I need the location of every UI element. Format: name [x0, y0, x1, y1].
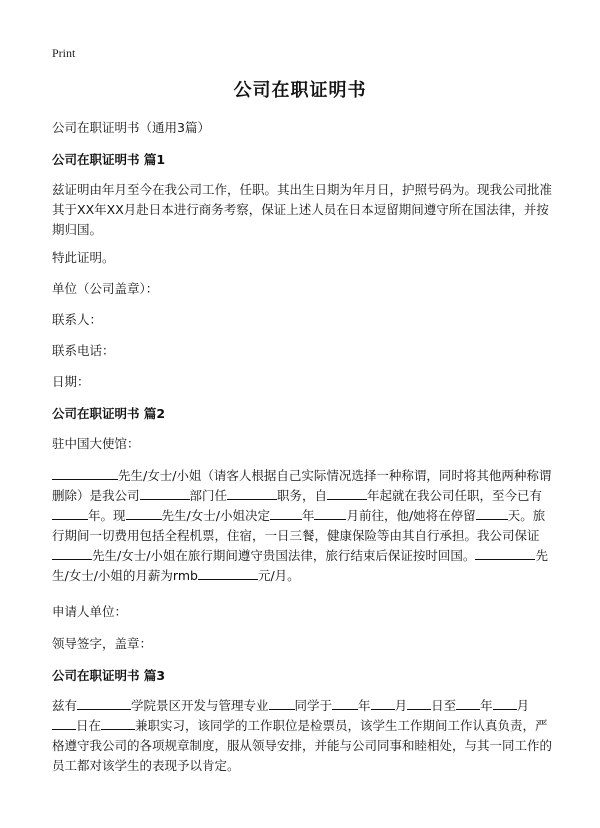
body-text: 月前往，他/她将在停留 [346, 508, 476, 523]
body-text: 年。现 [88, 508, 126, 523]
section-3-heading: 公司在职证明书 篇3 [52, 668, 166, 683]
section-1-line-1: 特此证明。 [52, 250, 115, 265]
blank-line [270, 507, 302, 520]
section-2-line-2: 领导签字，盖章： [52, 636, 153, 651]
blank-line [52, 717, 76, 730]
blank-line [371, 697, 395, 710]
blank-line [475, 547, 535, 560]
body-text: 日在 [76, 718, 102, 733]
blank-line [52, 547, 92, 560]
body-text: 年起就在我公司任职，至今已有 [367, 488, 543, 503]
document-title: 公司在职证明书 [233, 80, 367, 101]
section-1-heading: 公司在职证明书 篇1 [52, 152, 166, 167]
section-1-line-3: 联系人： [52, 312, 103, 327]
body-text: 同学于 [294, 698, 333, 713]
body-text: 职务，自 [277, 488, 328, 503]
blank-line [476, 507, 508, 520]
blank-line [126, 507, 162, 520]
document-subtitle: 公司在职证明书（通用3篇） [52, 120, 210, 135]
body-text: 部门任 [189, 488, 228, 503]
section-2-heading: 公司在职证明书 篇2 [52, 406, 166, 421]
body-text: 年 [358, 698, 371, 713]
body-text: 年 [480, 698, 493, 713]
body-text: 先生/女士/小姐在旅行期间遵守贵国法律，旅行结束后保证按时回国。 [92, 548, 476, 563]
section-3-body [52, 696, 552, 776]
body-text: 先生/女士/小姐的月薪为rmb [52, 548, 548, 583]
body-text: 月 [516, 698, 530, 713]
body-text: 年 [301, 508, 315, 523]
blank-line [140, 487, 190, 500]
section-1-line-5: 日期： [52, 374, 90, 389]
body-text: 兼职实习，该同学的工作职位是检票员，该学生工作期间工作认真负责，严格遵守我公司的各项规章制度，服从领导安排，并能与公司同事和睦相处，与其一同工作的员工都对该学生的表现予以肯定。 [52, 718, 553, 773]
print-link[interactable]: Print [52, 46, 76, 60]
blank-line [198, 567, 258, 580]
section-1-line-4: 联系电话： [52, 343, 115, 358]
blank-line [227, 487, 277, 500]
body-text: 元/月。 [257, 568, 300, 583]
blank-line [269, 697, 295, 710]
body-text: 先生/女士/小姐（请客人根据自己实际情况选择一种称谓，同时将其他两种称谓删除）是我公司 [52, 468, 552, 503]
body-text: 兹有 [52, 698, 78, 713]
blank-line [332, 697, 358, 710]
body-text: 月 [394, 698, 408, 713]
blank-line [493, 697, 517, 710]
blank-line [314, 507, 346, 520]
body-text: 先生/女士/小姐决定 [161, 508, 270, 523]
blank-line [407, 697, 431, 710]
blank-line [327, 487, 367, 500]
blank-line [101, 717, 135, 730]
body-text: 日至 [431, 698, 457, 713]
blank-line [456, 697, 480, 710]
body-text: 学院景区开发与管理专业 [131, 698, 269, 713]
section-1-line-2: 单位（公司盖章）： [52, 281, 159, 296]
section-2-addressee: 驻中国大使馆： [52, 436, 140, 451]
section-2-line-1: 申请人单位： [52, 604, 128, 619]
section-2-body [52, 466, 552, 586]
blank-line [52, 507, 88, 520]
blank-line [52, 467, 118, 480]
body-text: 天。旅行期间一切费用包括全程机票，住宿，一日三餐，健康保险等由其自行承担。我公司保证 [52, 508, 546, 543]
section-1-body: 兹证明由年月至今在我公司工作，任职。其出生日期为年月日，护照号码为。现我公司批准其于XX年XX月赴日本进行商务考察，保证上述人员在日本逗留期间遵守所在国法律，并按期归国。 [52, 182, 553, 237]
blank-line [77, 697, 131, 710]
